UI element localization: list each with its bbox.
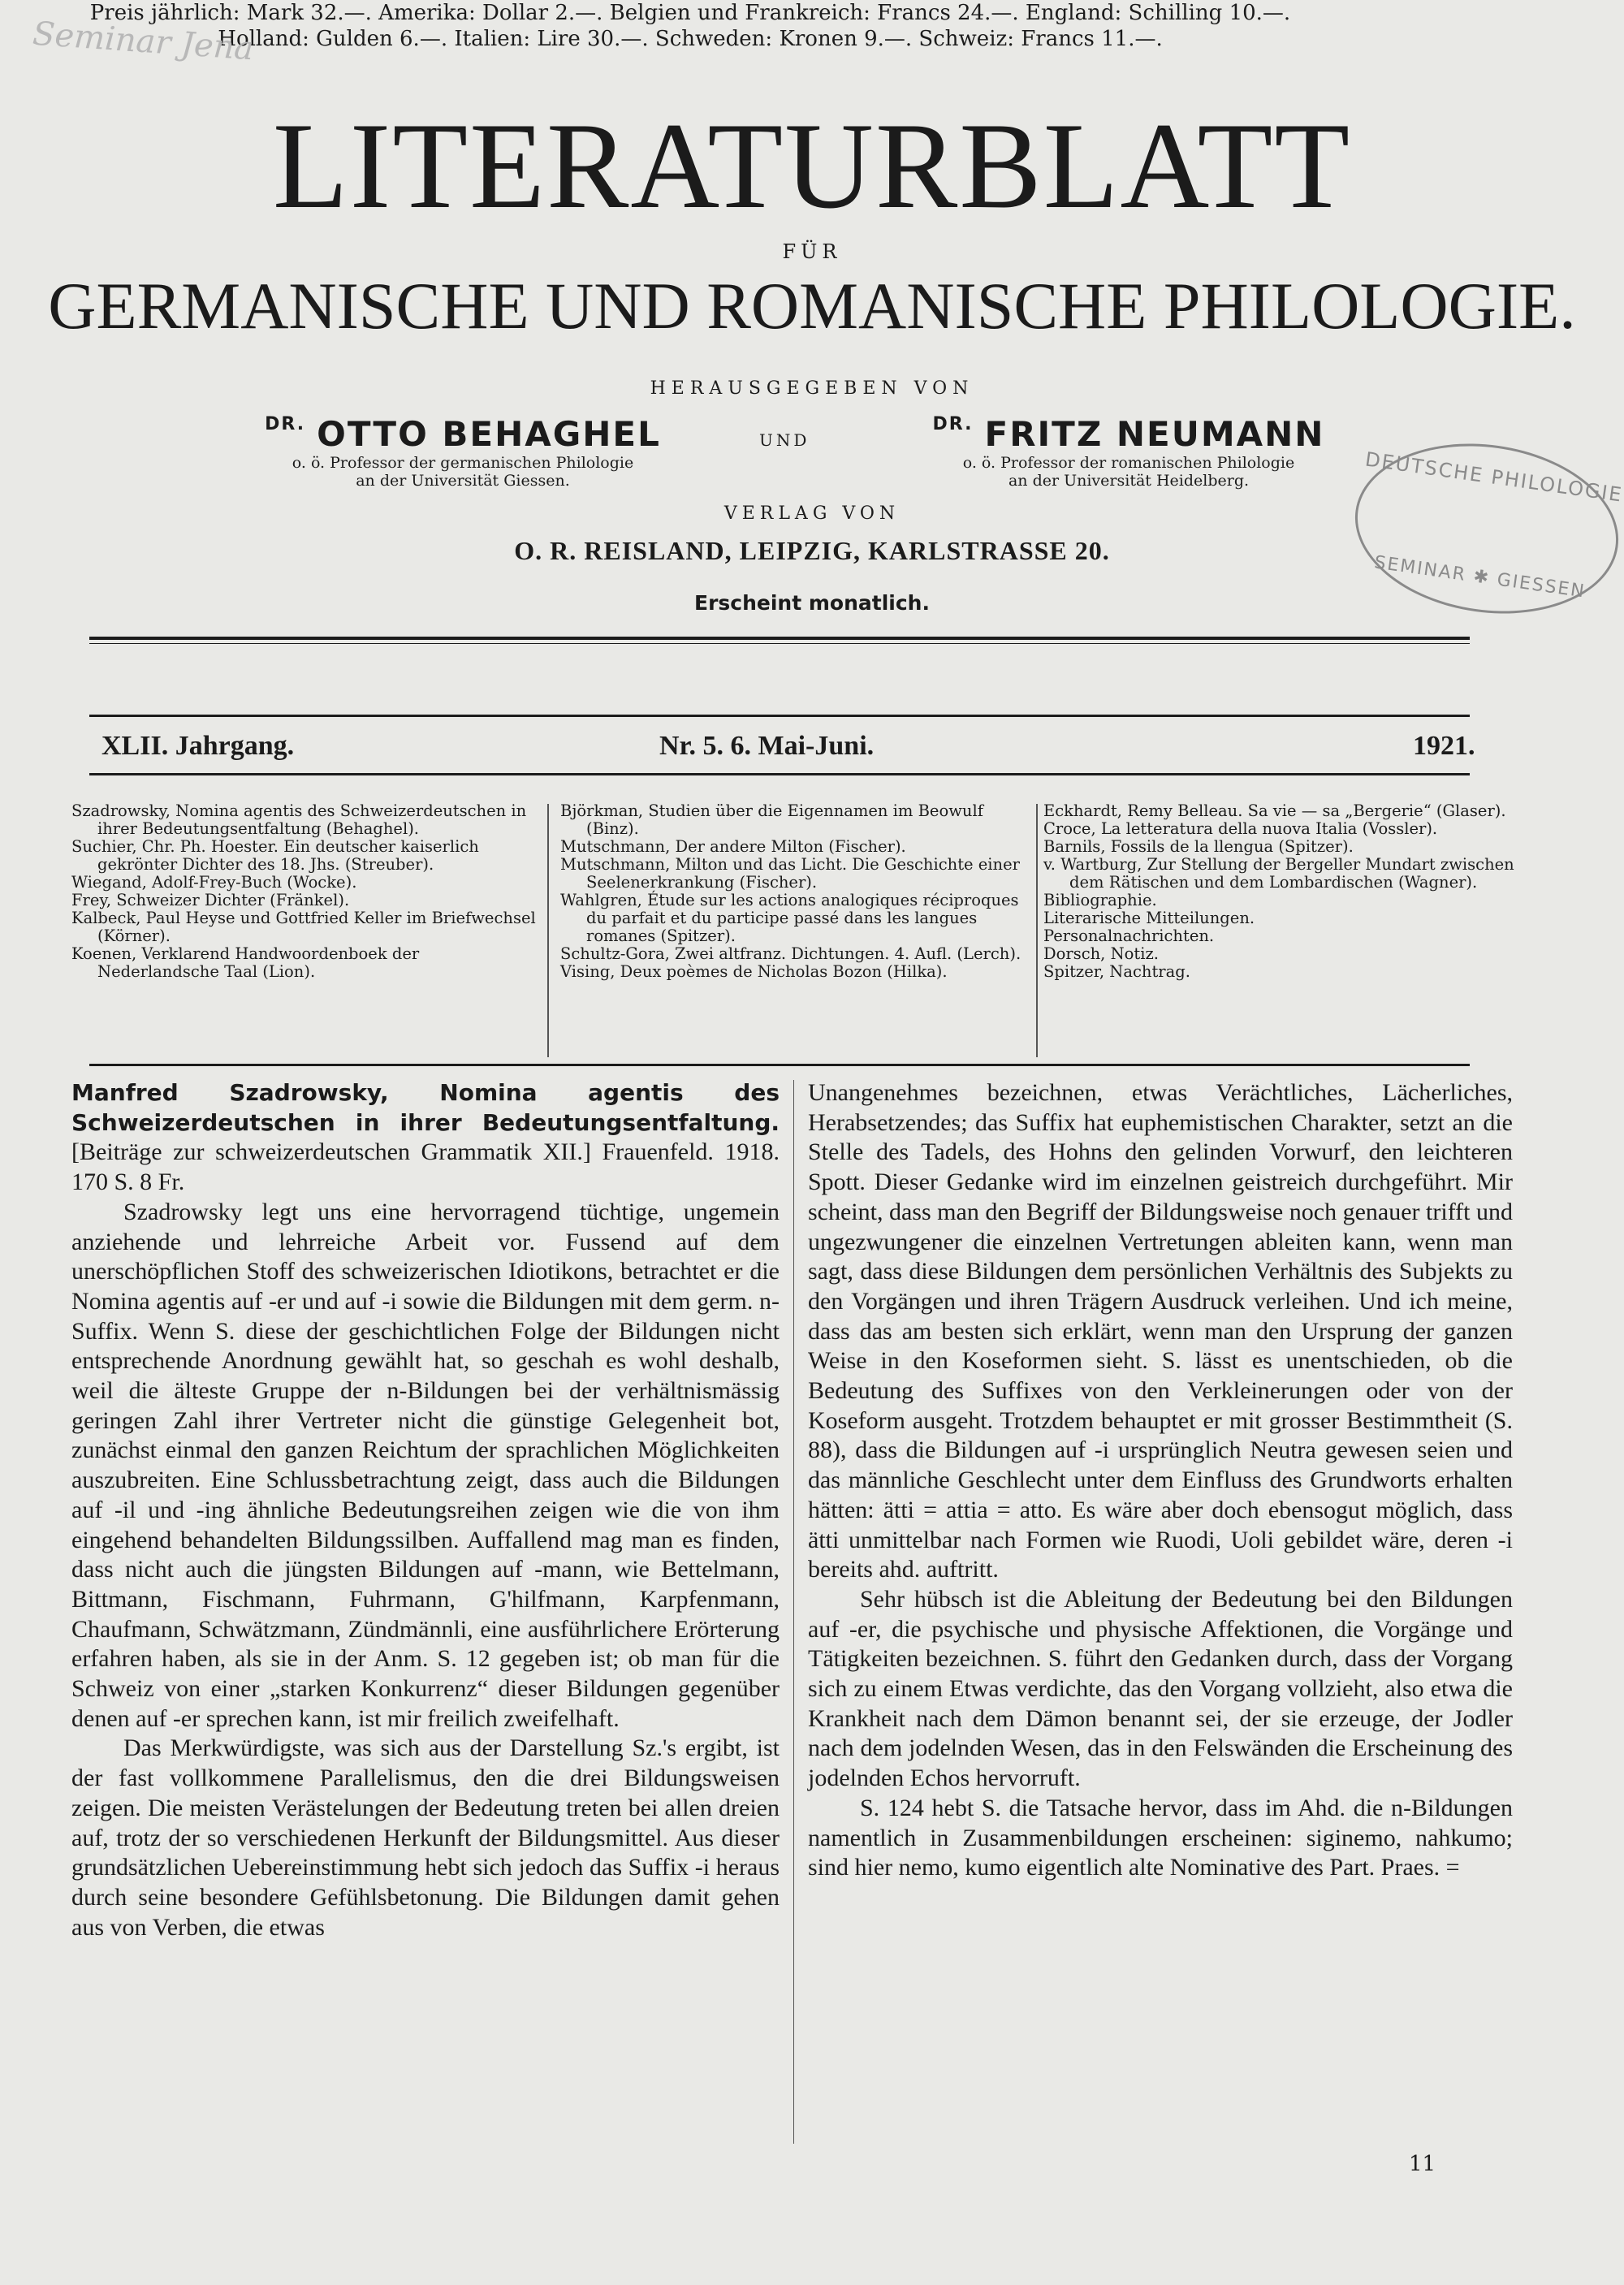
price-line: Holland: Gulden 6.—. Italien: Lire 30.—. Schweden: Kronen 9.—. Schweiz: Francs 11.—. bbox=[218, 27, 1163, 51]
editor-prefix: DR. bbox=[265, 414, 306, 434]
editor-neumann bbox=[885, 414, 1372, 490]
stamp-text-bottom: SEMINAR ✱ GIESSEN bbox=[1372, 552, 1587, 603]
toc-entry: Spitzer, Nachtrag. bbox=[1043, 962, 1190, 981]
rule-bottom bbox=[89, 773, 1470, 775]
toc-entry: Szadrowsky, Nomina agentis des Schweizerdeutschen in ihrer Bedeutungsentfaltung (Behaghel). bbox=[71, 801, 527, 838]
toc-entry: Eckhardt, Remy Belleau. Sa vie — sa „Bergerie“ (Glaser). bbox=[1043, 801, 1506, 820]
toc-entry: Mutschmann, Milton und das Licht. Die Geschichte einer Seelenerkrankung (Fischer). bbox=[560, 855, 1020, 892]
toc-entry: Koenen, Verklarend Handwoordenboek der Nederlandsche Taal (Lion). bbox=[71, 944, 420, 981]
rule-middle bbox=[89, 715, 1470, 717]
rule-toc-bottom bbox=[89, 1064, 1470, 1066]
paragraph: Das Merkwürdigste, was sich aus der Darstellung Sz.'s ergibt, ist der fast vollkommene Parallelismus, den die drei Bildungsweisen zeigen. Die meisten Verästelungen der Bedeutung treten bei allen dreien auf, trotz der so verschiedenen Herkunft der Bildungsmittel. Aus dieser grundsätzlichen Uebereinstimmung hebt sich jedoch das Suffix -i heraus durch seine besondere Gefühlsbetonung. Die Bildungen damit gehen aus von Verben, die etwas bbox=[71, 1734, 780, 1941]
journal-subtitle: GERMANISCHE UND ROMANISCHE PHILOLOGIE. bbox=[48, 269, 1576, 343]
paragraph: Sehr hübsch ist die Ableitung der Bedeutung bei den Bildungen auf -er, die psychische und physische Affektionen, die Vorgänge und Tätigkeiten bezeichnen. S. führt den Gedanken durch, dass der Vorgang sich zu einem Etwas verdichte, das den Vorgang vollzieht, also etwa die Krankheit nach dem Dämon benannt sei, der sie erzeuge, der Jodler nach dem jodelnden Wesen, das in den Felswänden die Erscheinung des jodelnden Echos hervorruft. bbox=[808, 1585, 1513, 1792]
publisher-address: O. R. REISLAND, LEIPZIG, KARLSTRASSE 20. bbox=[514, 536, 1110, 565]
rule-top-thin bbox=[89, 643, 1470, 644]
editor-title-line: o. ö. Professor der germanischen Philologie bbox=[292, 454, 634, 472]
editors-und: UND bbox=[759, 430, 810, 450]
verlag-heading: VERLAG VON bbox=[723, 503, 901, 524]
article-column-right bbox=[808, 1078, 1513, 1883]
toc-entry: Mutschmann, Der andere Milton (Fischer). bbox=[560, 837, 906, 856]
toc-entry: Kalbeck, Paul Heyse und Gottfried Keller im Briefwechsel (Körner). bbox=[71, 909, 536, 945]
journal-title-fur: FÜR bbox=[782, 240, 842, 263]
toc-entry: Wiegand, Adolf-Frey-Buch (Wocke). bbox=[71, 873, 357, 892]
page-number: 11 bbox=[1409, 2152, 1436, 2176]
toc-entry: Barnils, Fossils de la llengua (Spitzer). bbox=[1043, 837, 1354, 856]
toc-entry: Bibliographie. bbox=[1043, 891, 1157, 909]
editor-title-line: an der Universität Giessen. bbox=[356, 472, 570, 490]
toc-entry: Suchier, Chr. Ph. Hoester. Ein deutscher kaiserlich gekrönter Dichter des 18. Jhs. (Streuber). bbox=[71, 837, 479, 874]
toc-entry: Dorsch, Notiz. bbox=[1043, 944, 1159, 963]
toc-entry: Vising, Deux poèmes de Nicholas Bozon (Hilka). bbox=[560, 962, 948, 981]
toc-entry: Literarische Mitteilungen. bbox=[1043, 909, 1255, 927]
editor-name: FRITZ NEUMANN bbox=[984, 414, 1325, 454]
article-headline: Manfred Szadrowsky, Nomina agentis des Schweizerdeutschen in ihrer Bedeutungsentfaltung. bbox=[71, 1079, 780, 1136]
handwritten-note: Seminar Jena bbox=[31, 15, 255, 68]
toc-entry: Croce, La letteratura della nuova Italia (Vossler). bbox=[1043, 819, 1438, 838]
column-divider bbox=[793, 1080, 794, 2144]
table-of-contents-col1 bbox=[71, 802, 541, 981]
issue-year: 1921. bbox=[1413, 731, 1475, 761]
toc-entry: v. Wartburg, Zur Stellung der Bergeller Mundart zwischen dem Rätischen und dem Lombardischen (Wagner). bbox=[1043, 855, 1514, 892]
toc-entry: Schultz-Gora, Zwei altfranz. Dichtungen. 4. Aufl. (Lerch). bbox=[560, 944, 1021, 963]
editor-title-line: o. ö. Professor der romanischen Philologie bbox=[962, 454, 1295, 472]
journal-title: LITERATURBLATT bbox=[272, 97, 1352, 234]
table-of-contents-col3 bbox=[1043, 802, 1514, 981]
editor-behaghel bbox=[219, 414, 706, 490]
publication-frequency: Erscheint monatlich. bbox=[694, 591, 930, 615]
editor-title-line: an der Universität Heidelberg. bbox=[1008, 472, 1250, 490]
article-header bbox=[71, 1078, 780, 1198]
toc-divider bbox=[547, 804, 549, 1057]
editors-heading: HERAUSGEGEBEN VON bbox=[650, 378, 974, 399]
toc-entry: Frey, Schweizer Dichter (Fränkel). bbox=[71, 891, 350, 909]
volume-label: XLII. Jahrgang. bbox=[102, 731, 295, 761]
stamp-text-top: DEUTSCHE PHILOLOGIE bbox=[1363, 447, 1624, 507]
toc-entry: Björkman, Studien über die Eigennamen im Beowulf (Binz). bbox=[560, 801, 983, 838]
rule-top bbox=[89, 637, 1470, 640]
editor-name: OTTO BEHAGHEL bbox=[317, 414, 661, 454]
price-line: Preis jährlich: Mark 32.—. Amerika: Dollar 2.—. Belgien und Frankreich: Francs 24.—. England: Schilling 10.—. bbox=[89, 1, 1291, 25]
toc-entry: Wahlgren, Étude sur les actions analogiques réciproques du parfait et du participe passé dans les langues romanes (Spitzer). bbox=[560, 891, 1019, 945]
article-citation: [Beiträge zur schweizerdeutschen Grammatik XII.] Frauenfeld. 1918. 170 S. 8 Fr. bbox=[71, 1138, 780, 1196]
toc-divider bbox=[1036, 804, 1038, 1057]
issue-number: Nr. 5. 6. Mai-Juni. bbox=[659, 731, 875, 761]
article-column-left bbox=[71, 1078, 780, 1942]
toc-entry: Personalnachrichten. bbox=[1043, 927, 1215, 945]
paragraph: Szadrowsky legt uns eine hervorragend tüchtige, ungemein anziehende und lehrreiche Arbeit vor. Fussend auf dem unerschöpflichen Stoff des schweizerischen Idiotikons, betrachtet er die Nomina agentis auf -er und auf -i sowie die Bildungen mit dem germ. n-Suffix. Wenn S. diese der geschichtlichen Folge der Bildungen nicht entsprechende Anordnung gewählt hat, so geschah es wohl deshalb, weil die älteste Gruppe der n-Bildungen bei der verhältnismässig geringen Zahl ihrer Vertreter nicht die günstige Gelegenheit bot, zunächst einmal den ganzen Reichtum der sprachlichen Möglichkeiten auszubreiten. Eine Schlussbetrachtung zeigt, dass auch die Bildungen auf -il und -ing ähnliche Bedeutungsreihen zeigen wie die von ihm eingehend behandelten Bildungssilben. Auffallend mag man es finden, dass nicht auch die jüngsten Bildungen auf -mann, wie Bettelmann, Bittmann, Fischmann, Fuhrmann, G'hilfmann, Karpfenmann, Chaufmann, Schwätzmann, Zündmännli, eine ausführlichere Erörterung erfahren haben, als sie in der Anm. S. 12 gegeben ist; ob man für die Schweiz von einer „starken Konkurrenz“ dieser Bildungen gegenüber denen auf -er sprechen kann, ist mir freilich zweifelhaft. bbox=[71, 1198, 780, 1732]
paragraph: Unangenehmes bezeichnen, etwas Verächtliches, Lächerliches, Herabsetzendes; das Suffix hat euphemistischen Charakter, setzt an die Stelle des Tadels, des Hohns den gelinden Vorwurf, den leichteren Spott. Dieser Gedanke wird im einzelnen geistreich durchgeführt. Mir scheint, dass man den Begriff der Bildungsweise noch genauer trifft und ungezwungener die einzelnen Vertretungen ableiten kann, wenn man sagt, dass diese Bildungen dem persönlichen Verhältnis des Subjekts zu den Vorgängen und ihren Trägern Ausdruck verleihen. Und ich meine, dass das am besten sich erklärt, wenn man den Ursprung der ganzen Weise in den Koseformen sieht. S. lässt es unentschieden, ob die Bedeutung des Suffixes von den Verkleinerungen oder von der Koseform ausgeht. Trotzdem behauptet er mit grosser Bestimmtheit (S. 88), dass die Bildungen auf -i ursprünglich Neutra gewesen seien und das männliche Geschlecht unter dem Einfluss des Grundworts erhalten hätten: ätti = attia = atto. Es wäre aber doch ebensogut möglich, dass ätti unmittelbar nach Formen wie Ruodi, Uoli gebildet wäre, deren -i bereits ahd. auftritt. bbox=[808, 1079, 1513, 1583]
paragraph: S. 124 hebt S. die Tatsache hervor, dass im Ahd. die n-Bildungen namentlich in Zusammenbildungen erscheinen: siginemo, nahkumo; sind hier nemo, kumo eigentlich alte Nominative des Part. Praes. = bbox=[808, 1794, 1513, 1881]
table-of-contents-col2 bbox=[560, 802, 1035, 981]
editor-prefix: DR. bbox=[932, 414, 974, 434]
